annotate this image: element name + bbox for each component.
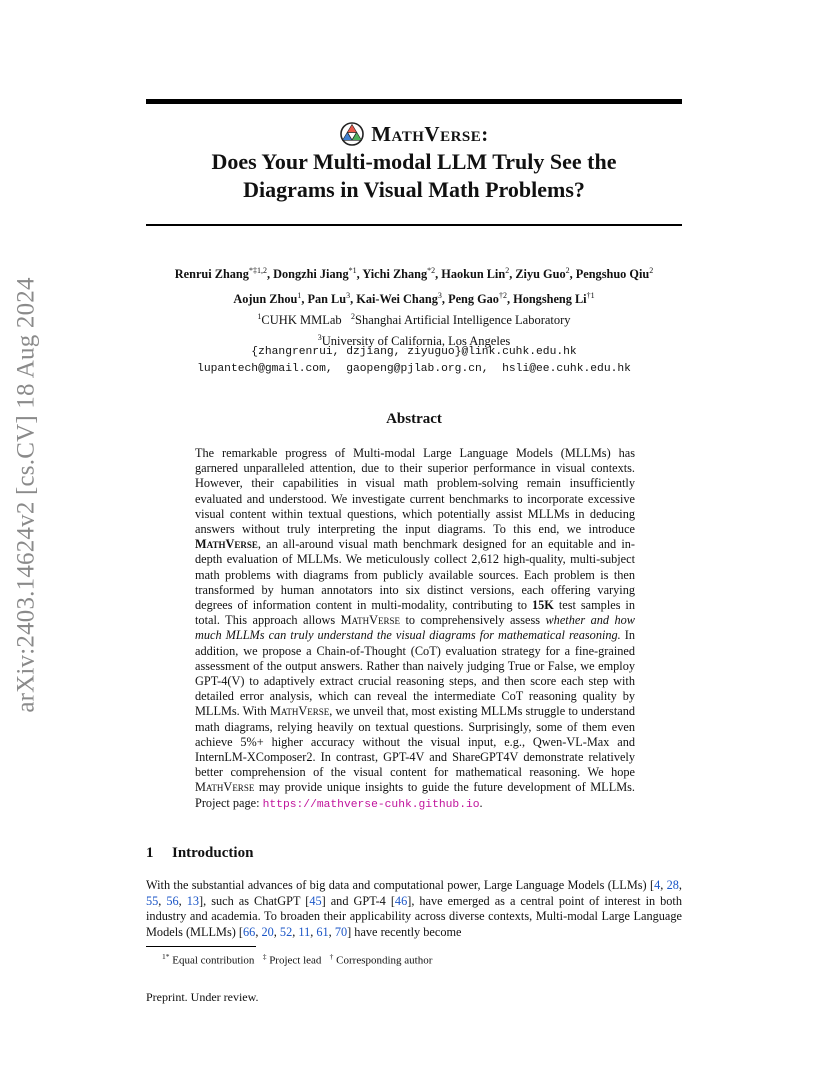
citation-link[interactable]: 66 bbox=[243, 924, 256, 939]
title-bottom-rule bbox=[146, 224, 682, 226]
author: Pan Lu bbox=[307, 292, 347, 307]
title-line-2: Does Your Multi-modal LLM Truly See the bbox=[211, 149, 617, 174]
author: Renrui Zhang bbox=[174, 267, 249, 282]
title-line-3: Diagrams in Visual Math Problems? bbox=[243, 177, 585, 202]
author-emails bbox=[146, 344, 682, 378]
citation-link[interactable]: 13 bbox=[186, 893, 200, 908]
introduction-body: With the substantial advances of big data and computational power, Large Language Models (LLMs) [4, 28, 55, 56, 13], such as ChatGPT [45] and GPT-4 [46], have emerged as a central point of interest in both industry and academia. To broaden their applicability across diverse contexts, Multi-modal Large Language Models (MLLMs) [66, 20, 52, 11, 61, 70] have recently become bbox=[146, 878, 682, 939]
citation-link[interactable]: 11 bbox=[298, 924, 311, 939]
author: Dongzhi Jiang bbox=[273, 267, 349, 282]
arxiv-stamp: arXiv:2403.14624v2 [cs.CV] 18 Aug 2024 bbox=[13, 277, 41, 713]
citation-link[interactable]: 46 bbox=[394, 893, 408, 908]
affiliation-shanghai: Shanghai Artificial Intelligence Laboratory bbox=[355, 313, 571, 328]
project-page-link[interactable]: https://mathverse-cuhk.github.io bbox=[262, 798, 480, 811]
citation-link[interactable]: 70 bbox=[334, 924, 348, 939]
paper-title bbox=[146, 120, 682, 204]
citation-link[interactable]: 61 bbox=[316, 924, 329, 939]
author-line-2: Aojun Zhou$^1$, Pan Lu$^3$, Kai-Wei Chang$^3$, Peng Gao$^{\dagger 2}$, Hongsheng Li$^{\dagger 1}$ bbox=[233, 291, 595, 307]
citation-link[interactable]: 56 bbox=[166, 893, 179, 908]
citation-link[interactable]: 52 bbox=[279, 924, 293, 939]
title-name: MathVerse: bbox=[371, 122, 489, 146]
author-list bbox=[120, 260, 708, 310]
author: Yichi Zhang bbox=[362, 267, 428, 282]
title-top-rule bbox=[146, 99, 682, 104]
section-heading-introduction: 1 Introduction bbox=[146, 845, 254, 861]
author: Hongsheng Li bbox=[513, 292, 587, 307]
email-line-2: lupantech@gmail.com, gaopeng@pjlab.org.cn, hsli@ee.cuhk.edu.hk bbox=[197, 363, 631, 375]
preprint-note: Preprint. Under review. bbox=[146, 990, 259, 1004]
footnote-rule bbox=[146, 946, 256, 947]
abstract-body: The remarkable progress of Multi-modal Large Language Models (MLLMs) has garnered unparalleled attention, due to their superior performance in visual contexts. However, their capabilities in visual math problem-solving remain insufficiently evaluated and understood. We investigate current benchmarks to incorporate excessive visual content within textual questions, which potentially assist MLLMs in deducing answers without truly interpreting the input diagrams. To this end, we introduce MathVerse, an all-around visual math benchmark designed for an equitable and in-depth evaluation of MLLMs. We meticulously collect 2,612 high-quality, multi-subject math problems with diagrams from publicly available sources. Each problem is then transformed by human annotators into six distinct versions, each offering varying degrees of information content in multi-modality, contributing to 15K test samples in total. This approach allows MathVerse to comprehensively assess whether and how much MLLMs can truly understand the visual diagrams for mathematical reasoning. In addition, we propose a Chain-of-Thought (CoT) evaluation strategy for a fine-grained assessment of the output answers. Rather than naively judging True or False, we employ GPT-4(V) to adaptively extract crucial reasoning steps, and then score each step with detailed error analysis, which can reveal the intermediate CoT reasoning quality by MLLMs. With MathVerse, we unveil that, most existing MLLMs struggle to understand math diagrams, relying heavily on textual questions. Surprisingly, some of them even achieve 5%+ higher accuracy without the visual input, e.g., Qwen-VL-Max and InternLM-XComposer2. In contrast, GPT-4V and ShareGPT4V demonstrate relatively better comprehension of the visual content for mathematical reasoning. We hope MathVerse may provide unique insights to guide the future development of MLLMs. Project page: https://mathverse-cuhk.github.io. bbox=[195, 446, 636, 811]
footnote: $^{1*}$ Equal contribution ‡ Project lead † Corresponding author bbox=[162, 952, 433, 967]
citation-link[interactable]: 4 bbox=[654, 878, 661, 892]
citation-link[interactable]: 28 bbox=[666, 878, 679, 892]
abstract-heading: Abstract bbox=[386, 411, 442, 427]
author: Peng Gao bbox=[448, 292, 499, 307]
citation-link[interactable]: 55 bbox=[146, 893, 159, 908]
affiliations: $^1$CUHK MMLab $^2$Shanghai Artificial Intelligence Laboratory $^3$University of California, Los Angeles bbox=[257, 312, 571, 349]
affiliation-cuhk: CUHK MMLab bbox=[261, 313, 342, 328]
citation-link[interactable]: 20 bbox=[261, 924, 274, 939]
mathverse-logo-icon bbox=[339, 122, 365, 146]
affiliation-ucla: University of California, Los Angeles bbox=[321, 334, 511, 349]
author: Haokun Lin bbox=[441, 267, 506, 282]
citation-link[interactable]: 45 bbox=[309, 893, 322, 908]
author-line-1: Renrui Zhang$^{*\ddagger 1,2}$, Dongzhi Jiang$^{*1}$, Yichi Zhang$^{*2}$, Haokun Lin$^2$, Ziyu Guo$^2$, Pengshuo Qiu$^2$ bbox=[174, 266, 654, 282]
email-line-1: {zhangrenrui, dzjiang, ziyuguo}@link.cuhk.edu.hk bbox=[251, 346, 577, 358]
author: Pengshuo Qiu bbox=[575, 267, 650, 282]
author: Ziyu Guo bbox=[515, 267, 566, 282]
author: Kai-Wei Chang bbox=[356, 292, 438, 307]
author: Aojun Zhou bbox=[233, 292, 298, 307]
